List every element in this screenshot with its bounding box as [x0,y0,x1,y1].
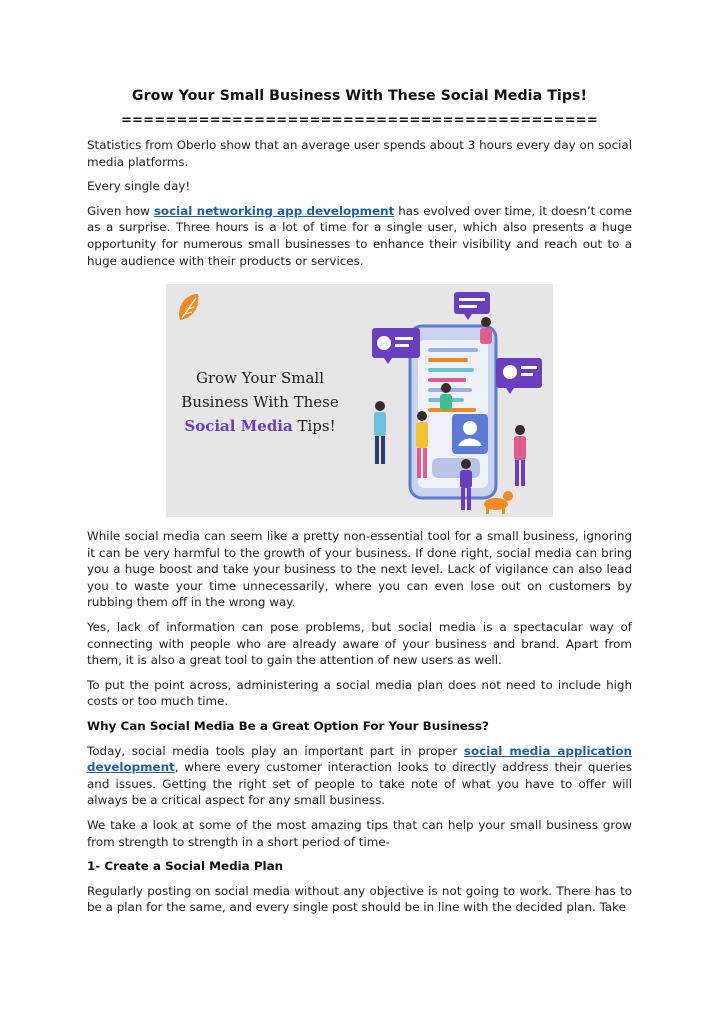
title-divider: =========================================== [121,113,598,128]
social-networking-app-development-link[interactable]: social networking app development [153,203,395,218]
document-top [87,88,632,269]
paragraph-plan: To put the point across, administering a social media plan does not need to include high costs or too much time. [87,677,632,709]
chat-bubble-icon [454,292,490,320]
paragraph-harmful: While social media can seem like a pretty non-essential tool for a small business, ignoring it can be very harmful to the growth of your business. If done right, social media can bring you a huge boost and take your business to the next level. Lack of vigilance can also lead you to waste your time unnecessarily, where you can even lose out on customers by rubbing them off in the wrong way. [87,529,632,610]
today-text-after-link: , where every customer interaction looks to directly address their queries and issues. Getting the right set of people to take note of what you have to offer will always be a critical aspect for any small business. [87,760,632,808]
paragraph-problems: Yes, lack of information can pose problems, but social media is a spectacular way of connecting with people who are already aware of your business and brand. Apart from them, it is also a great tool to gain the attention of new users as well. [87,619,632,668]
today-text-before-link: Today, social media tools play an important part in proper [87,743,464,758]
illustration-title-line-2: Business With These [181,393,339,411]
illustration-title [174,366,346,438]
heading-create-plan: 1- Create a Social Media Plan [87,859,284,874]
illustration-title-line-3 [174,414,346,438]
illustration-title-line-1: Grow Your Small [195,369,325,387]
paragraph-regular-posting: Regularly posting on social media without any objective is not going to work. There has to be a plan for the same, and every single post should be in line with the decided plan. Take [87,883,632,915]
intro-paragraph-3 [87,203,632,269]
intro-text-before-link: Given how [87,203,154,218]
paragraph-tips: We take a look at some of the most amazing tips that can help your small business grow from strength to strength in a short period of time- [87,817,632,849]
document-body [87,528,632,916]
hero-illustration [166,284,553,517]
page-title: Grow Your Small Business With These Social Media Tips! [131,88,588,104]
intro-text-after-link: has evolved over time, it doesn’t come as a surprise. Three hours is a lot of time for a single user, which also presents a huge opportunity for numerous small businesses to enhance their visibility and reach out to a huge audience with their products or services. [87,203,632,268]
intro-paragraph-2: Every single day! [87,179,191,194]
heading-why-social-media: Why Can Social Media Be a Great Option For Your Business? [87,718,489,733]
location-bubble-icon [496,358,542,394]
intro-paragraph-1: Statistics from Oberlo show that an average user spends about 3 hours every day on social media platforms. [87,138,632,169]
user-profile-icon [452,414,488,454]
social-media-application-development-link[interactable]: social media application development [87,743,633,775]
illustration-title-highlight: Social Media [184,417,293,435]
leaf-logo-icon [179,294,198,320]
paragraph-today [87,743,632,809]
illustration-title-end: Tips! [292,417,336,435]
